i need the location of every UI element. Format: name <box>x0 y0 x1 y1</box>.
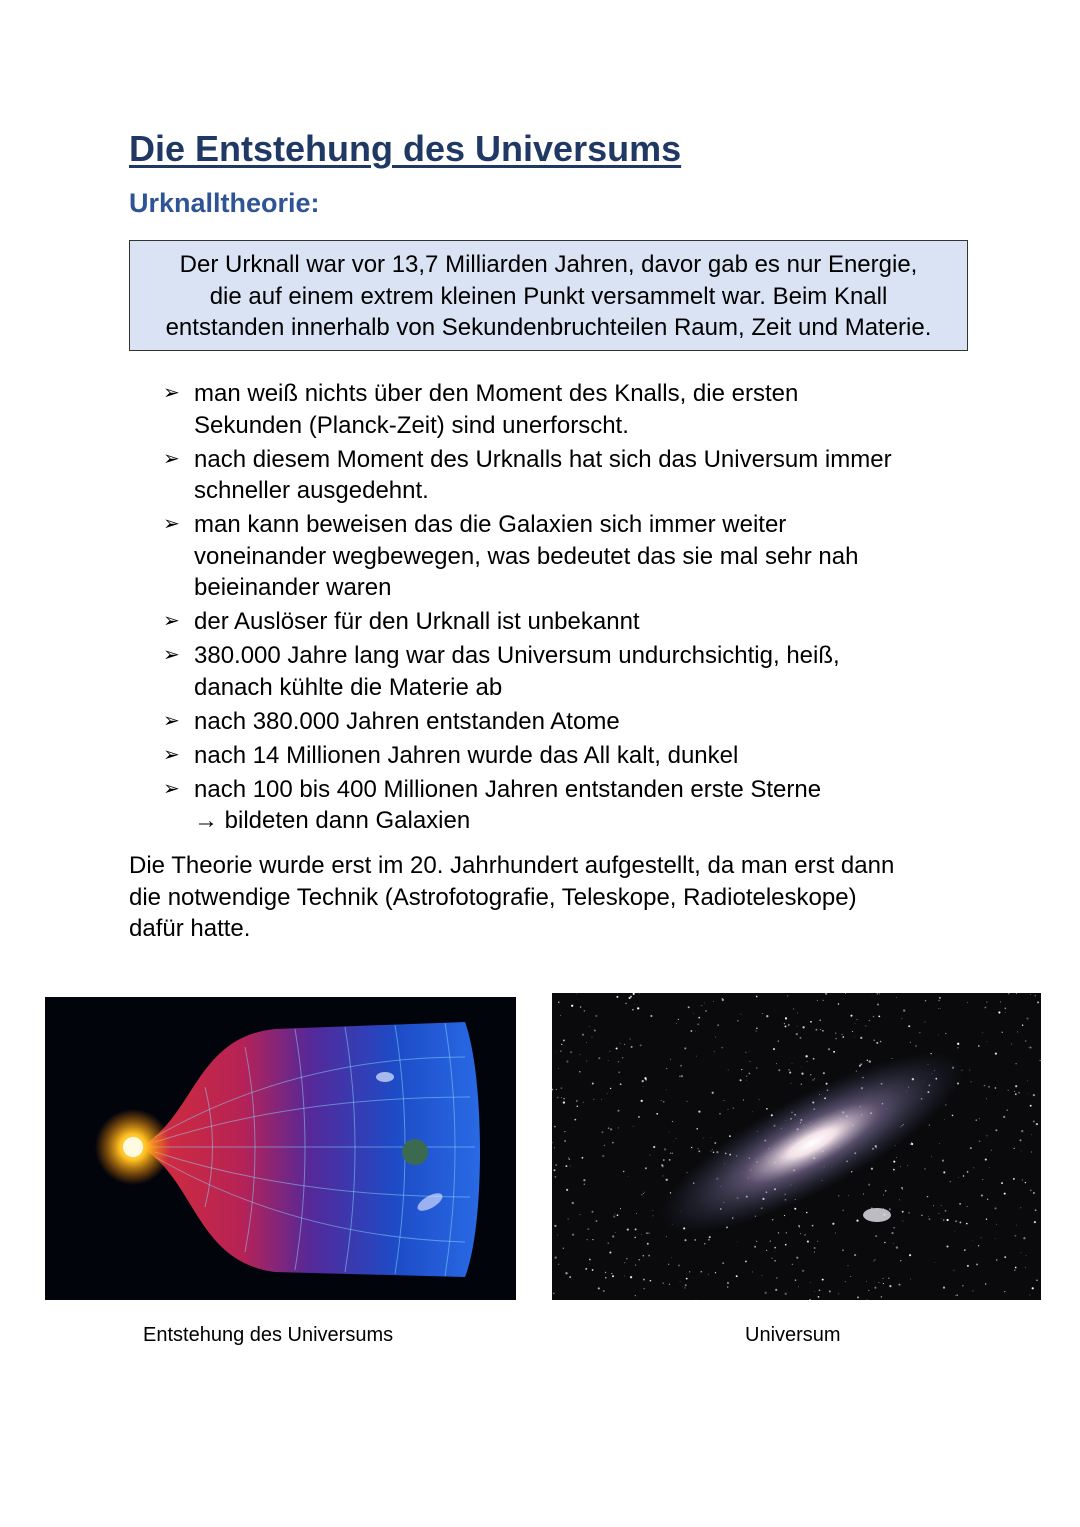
paragraph <box>129 850 969 945</box>
arrow-bullet-icon: ➢ <box>163 513 180 535</box>
box-line: entstanden innerhalb von Sekundenbruchteilen Raum, Zeit und Materie. <box>165 314 932 341</box>
big-bang-expansion-image <box>45 997 516 1300</box>
arrow-bullet-icon: ➢ <box>163 644 180 666</box>
list-item <box>163 606 963 638</box>
list-item <box>163 740 963 772</box>
arrow-bullet-icon: ➢ <box>163 777 180 800</box>
list-item <box>163 774 963 837</box>
big-bang-illustration <box>45 997 516 1300</box>
list-item <box>163 640 963 703</box>
list-item <box>163 444 963 507</box>
list-item-line: nach 380.000 Jahren entstanden Atome <box>194 707 620 735</box>
list-item-line: voneinander wegbewegen, was bedeutet das sie mal sehr nah <box>194 542 859 570</box>
paragraph-line: Die Theorie wurde erst im 20. Jahrhundert aufgestellt, da man erst dann <box>129 852 895 879</box>
list-item <box>163 378 963 441</box>
list-item-line: schneller ausgedehnt. <box>194 477 429 504</box>
image-caption: Universum <box>745 1324 841 1346</box>
list-item-line: → bildeten dann Galaxien <box>194 807 471 834</box>
definition-box <box>129 240 968 351</box>
list-item-line: 380.000 Jahre lang war das Universum undurchsichtig, heiß, <box>194 642 840 669</box>
paragraph-line: die notwendige Technik (Astrofotografie, Teleskope, Radioteleskope) <box>129 883 857 911</box>
list-item-line: nach 100 bis 400 Millionen Jahren entstanden erste Sterne <box>194 775 822 803</box>
list-item-line: Sekunden (Planck-Zeit) sind unerforscht. <box>194 411 629 439</box>
page-title: Die Entstehung des Universums <box>129 128 682 169</box>
image-caption: Entstehung des Universums <box>143 1324 394 1346</box>
galaxy-photo <box>552 993 1041 1300</box>
list-item <box>163 509 963 604</box>
arrow-bullet-icon: ➢ <box>163 447 180 470</box>
arrow-bullet-icon: ➢ <box>163 743 180 766</box>
fact-list <box>163 378 963 839</box>
arrow-bullet-icon: ➢ <box>163 709 180 732</box>
list-item-line: beieinander waren <box>194 574 392 601</box>
box-line: Der Urknall war vor 13,7 Milliarden Jahren, davor gab es nur Energie, <box>179 251 918 278</box>
list-item-line: der Auslöser für den Urknall ist unbekannt <box>194 608 640 635</box>
list-item-line: nach 14 Millionen Jahren wurde das All kalt, dunkel <box>194 741 739 769</box>
arrow-bullet-icon: ➢ <box>163 610 180 632</box>
list-item-line: danach kühlte die Materie ab <box>194 673 503 701</box>
list-item-line: man weiß nichts über den Moment des Knalls, die ersten <box>194 380 799 407</box>
paragraph-line: dafür hatte. <box>129 915 251 942</box>
list-item <box>163 706 963 738</box>
list-item-line: nach diesem Moment des Urknalls hat sich das Universum immer <box>194 445 892 473</box>
section-heading: Urknalltheorie: <box>129 188 320 218</box>
andromeda-galaxy-image <box>552 993 1041 1300</box>
arrow-bullet-icon: ➢ <box>163 382 180 404</box>
list-item-line: man kann beweisen das die Galaxien sich immer weiter <box>194 511 787 538</box>
box-line: die auf einem extrem kleinen Punkt versammelt war. Beim Knall <box>209 282 888 310</box>
